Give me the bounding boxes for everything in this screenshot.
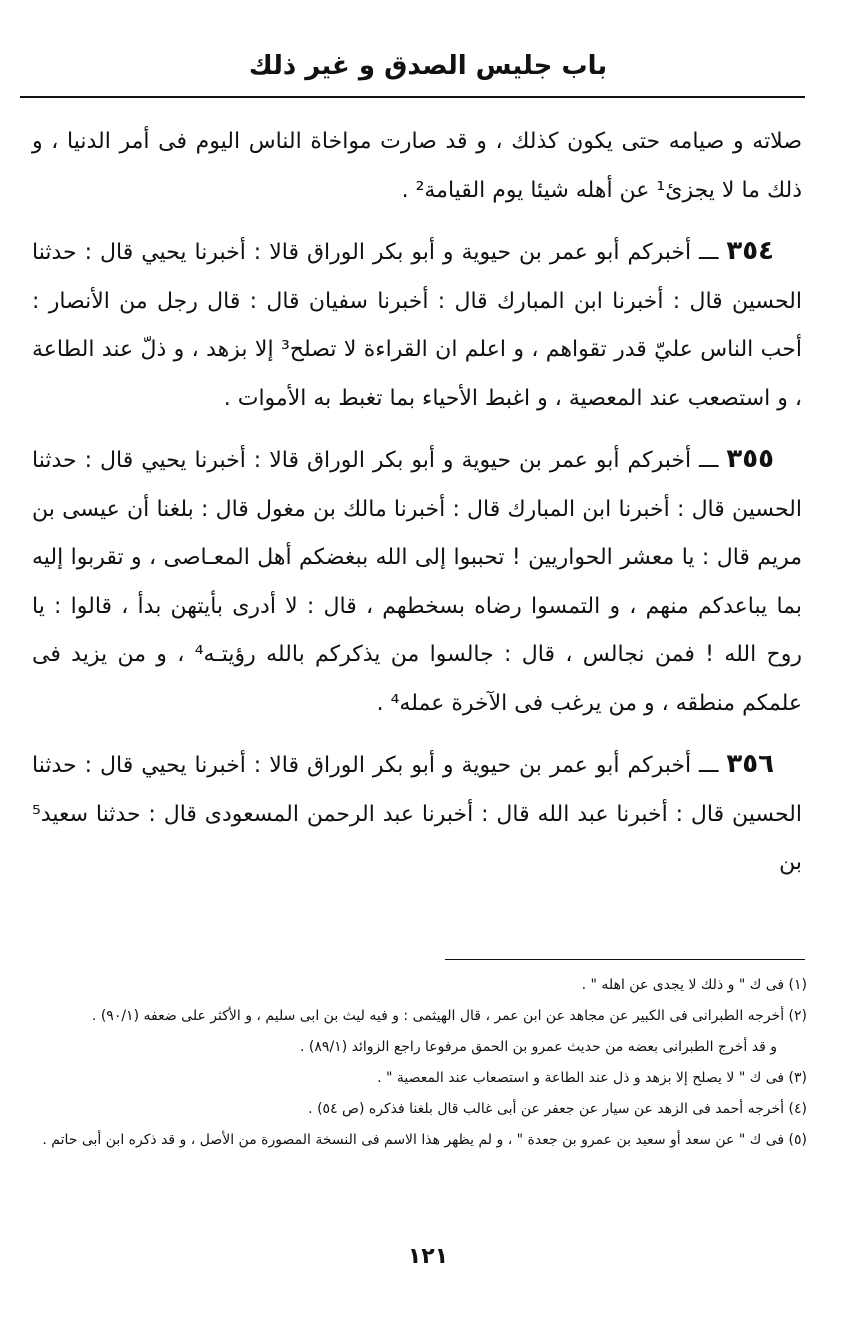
entry-number: ٣٥٤: [726, 236, 774, 266]
footnote-5: (٥) فى ك " عن سعد أو سعيد بن عمرو بن جعدة " ، و لم يظهر هذا الاسم فى النسخة المصورة من الأصل ، و قد ذكره ابن أبى حاتم .: [42, 1132, 807, 1148]
paragraph-continuation: [32, 118, 802, 215]
footnote-3: (٣) فى ك " لا يصلح إلا بزهد و ذل عند الطاعة و استصعاب عند المعصية " .: [377, 1070, 807, 1086]
entry-number: ٣٥٦: [726, 749, 774, 779]
paragraph-text: ـــ أخبركم أبو عمر بن حيوية و أبو بكر الوراق قالا : أخبرنا يحيي قال : حدثنا الحسين قال : أخبرنا ابن المبارك قال : أخبرنا سفيان قال : قال رجل من الأنصار : أحب الناس عليّ قدر تقواهم ، و اعلم ان القراءة لا تصلح³ إلا بزهد ، و ذلّ عند الطاعة ، و استصعب عند المعصية ، و اغبط الأحياء بما تغبط به الأموات .: [32, 240, 802, 411]
main-text: [32, 118, 802, 900]
hadith-entry-354: [32, 227, 802, 423]
entry-number: ٣٥٥: [726, 444, 774, 474]
header-divider: [20, 96, 805, 98]
page-number: ١٢١: [407, 1244, 449, 1269]
paragraph-text: صلاته و صيامه حتى يكون كذلك ، و قد صارت مواخاة الناس اليوم فى أمر الدنيا ، و ذلك ما لا يجزئ¹ عن أهله شيئا يوم القيامة² .: [32, 129, 802, 203]
paragraph-text: ـــ أخبركم أبو عمر بن حيوية و أبو بكر الوراق قالا : أخبرنا يحيي قال : حدثنا الحسين قال : أخبرنا ابن المبارك قال : أخبرنا مالك بن مغول قال : بلغنا أن عيسى بن مريم قال : يا معشر الحواريين ! تحببوا إلى الله ببغضكم أهل المعـاصى ، و تقربوا إليه بما يباعدكم منهم ، و التمسوا رضاه بسخطهم ، قال : لا أدرى بأيتهن بدأ ، قالوا : يا روح الله ! فمن نجالس ، قال : جالسوا من يذكركم بالله رؤيتـه⁴ ، و من يزيد فى علمكم منطقه ، و من يرغب فى الآخرة عمله⁴ .: [32, 448, 802, 716]
hadith-entry-356: [32, 740, 802, 888]
page-title: باب جليس الصدق و غير ذلك: [248, 51, 608, 81]
footnote-2-continuation: و قد أخرج الطبرانى بعضه من حديث عمرو بن الحمق مرفوعا راجع الزوائد (٨٩/١) .: [300, 1039, 777, 1055]
footnotes: [22, 970, 807, 1156]
footnote-2: (٢) أخرجه الطبرانى فى الكبير عن مجاهد عن ابن عمر ، قال الهيثمى : و فيه ليث بن ابى سليم ، و الأكثر على ضعفه (٩٠/١) .: [91, 1008, 807, 1024]
hadith-entry-355: [32, 435, 802, 728]
footnote-1: (١) فى ك " و ذلك لا يجدى عن اهله " .: [581, 977, 807, 993]
footnote-divider: [445, 959, 805, 960]
footnote-4: (٤) أخرجه أحمد فى الزهد عن سيار عن جعفر عن أبى غالب قال بلغنا فذكره (ص ٥٤) .: [308, 1101, 807, 1117]
paragraph-text: ـــ أخبركم أبو عمر بن حيوية و أبو بكر الوراق قالا : أخبرنا يحيي قال : حدثنا الحسين قال : أخبرنا عبد الله قال : أخبرنا عبد الرحمن المسعودى قال : حدثنا سعيد⁵ بن: [32, 753, 802, 875]
